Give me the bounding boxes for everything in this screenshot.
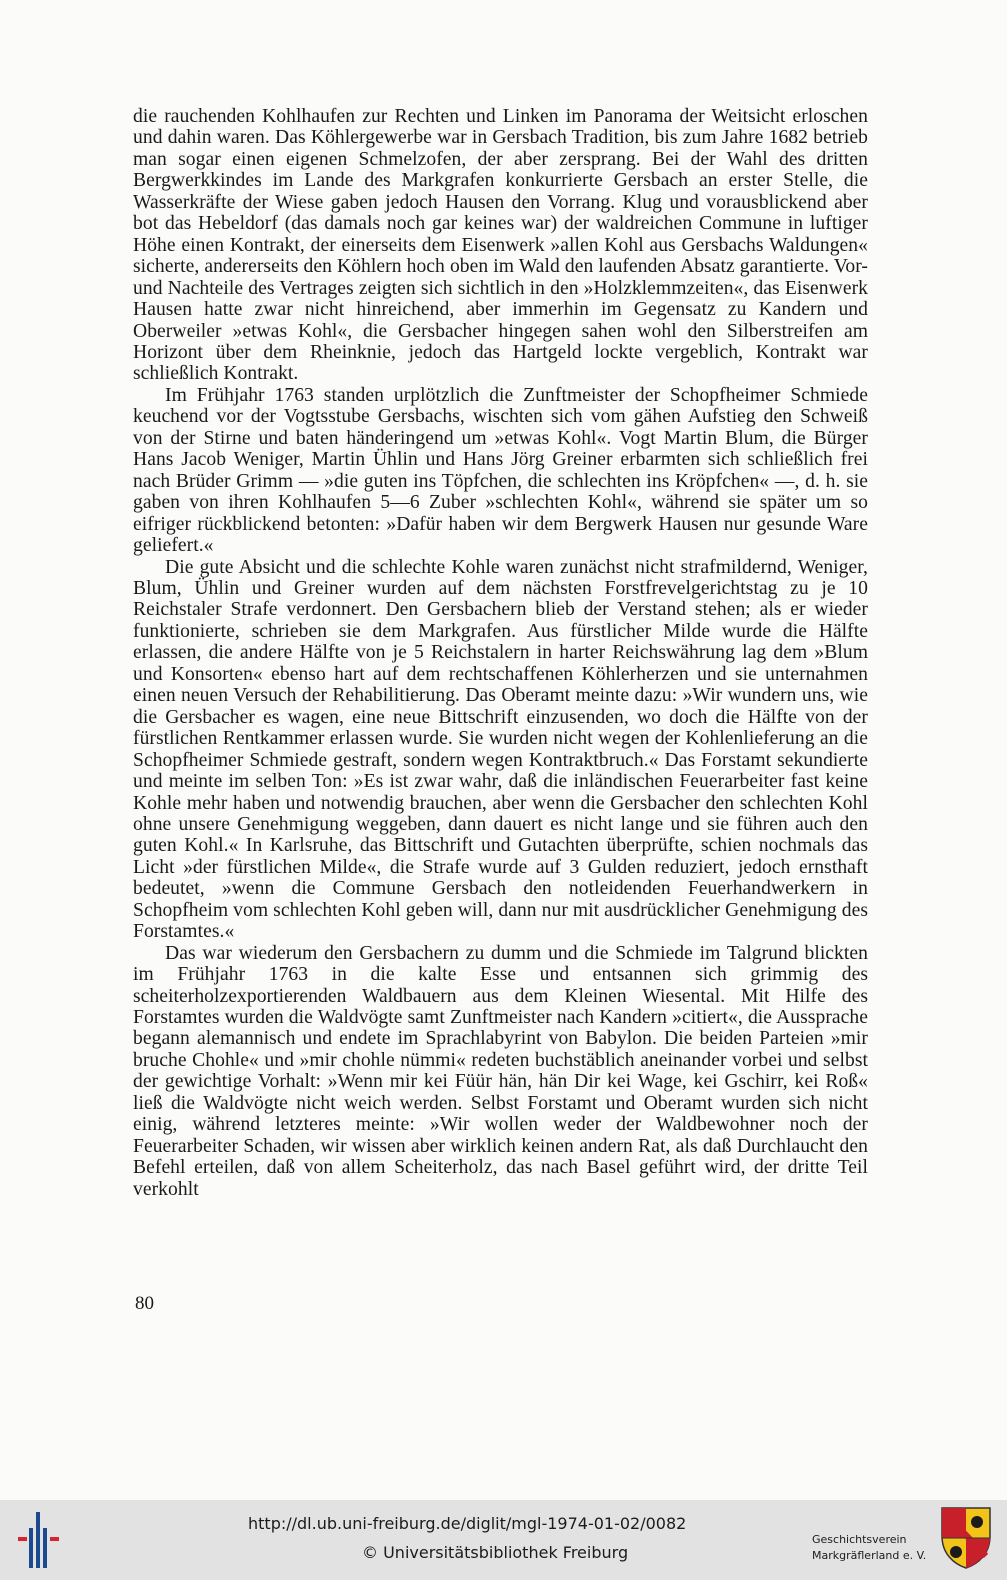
page-number: 80 [135, 1293, 154, 1314]
society-line: Geschichtsverein [812, 1533, 907, 1546]
paragraph: Die gute Absicht und die schlechte Kohle waren zunächst nicht strafmildernd, Weniger, Blum, Ühlin und Greiner wurden auf dem nächsten Forstfrevelgerichtstag zu je 10 Reichstaler Strafe verdonnert. Den Gersbachern blieb der Verstand stehen; als er wieder funktionierte, schrieben sie dem Markgrafen. Aus fürstlicher Milde wurde die Hälfte erlassen, die andere Hälfte von je 5 Reichstalern in harter Reichswährung lag dem »Blum und Konsorten« ebenso hart auf dem rechtschaffenen Köhlerherzen und sie unternahmen einen neuen Versuch der Rehabilitierung. Das Oberamt meinte dazu: »Wir wundern uns, wie die Gersbacher es wagen, eine neue Bittschrift einzusenden, wo doch die Hälfte von der fürstlichen Rentkammer erlassen wurde. Sie wurden nicht wegen der Kohlenlieferung an die Schopfheimer Schmiede gestraft, sondern wegen Kontraktbruch.« Das Forstamt sekundierte und meinte im selben Ton: »Es ist zwar wahr, daß die inländischen Feuerarbeiter fast keine Kohle mehr haben und notwendig brauchen, aber wenn die Gersbacher den schlechten Kohl ohne unsere Genehmigung weggeben, dann dauert es nicht lange und sie führen auch den guten Kohl.« In Karlsruhe, das Bittschrift und Gutachten überprüfte, schien nochmals das Licht »der fürstlichen Milde«, die Strafe wurde auf 3 Gulden reduziert, jedoch ernsthaft bedeutet, »wenn die Commune Gersbach den notleidenden Feuerhandwerkern in Schopfheim vom schlechten Kohl geben will, dann nur mit ausdrücklicher Genehmigung des Forstamtes.« [133, 556, 868, 943]
paragraph: Das war wiederum den Gersbachern zu dumm und die Schmiede im Talgrund blickten im Frühjahr 1763 in die kalte Esse und entsannen sich grimmig des scheiterholzexportierenden Waldbauern aus dem Kleinen Wiesental. Mit Hilfe des Forstamtes wurden die Waldvögte samt Zunftmeister nach Kandern »citiert«, die Aussprache begann alemannisch und endete im Sprachlabyrint von Babylon. Die beiden Parteien »mir bruche Chohle« und »mir chohle nümmi« redeten buchstäblich aneinander vorbei und selbst der gewichtige Vorhalt: »Wenn mir kei Füür hän, hän Dir kei Wage, kei Gschirr, kei Roß« ließ die Waldvögte nicht weich werden. Selbst Forstamt und Oberamt wurden sich nicht einig, während letzteres meinte: »Wir wollen weder der Waldbewohner noch der Feuerarbeiter Schaden, wir wissen aber wirklich keinen andern Rat, als daß Durchlaucht den Befehl erteilen, daß von allem Scheiterholz, das nach Basel geführt wird, der dritte Teil verkohlt [133, 942, 868, 1200]
footer-bar [0, 1500, 1007, 1580]
body-text [133, 106, 868, 1200]
copyright-notice: © Universitätsbibliothek Freiburg [362, 1543, 629, 1562]
paragraph: Im Frühjahr 1763 standen urplötzlich die Zunftmeister der Schopfheimer Schmiede keuchend vor der Vogtsstube Gersbachs, wischten sich vom gähen Aufstieg den Schweiß von der Stirne und baten händeringend um »etwas Kohl«. Vogt Martin Blum, die Bürger Hans Jacob Weniger, Martin Ühlin und Hans Jörg Greiner erbarmten sich schließlich frei nach Brüder Grimm — »die guten ins Töpfchen, die schlechten ins Kröpfchen« —, d. h. sie gaben von ihren Kohlhaufen 5—6 Zuber »schlechten Kohl«, während sie später um so eifriger rückblickend betonten: »Dafür haben wir dem Bergwerk Hausen nur gesunde Ware geliefert.« [133, 384, 868, 557]
society-name [812, 1532, 942, 1564]
coat-of-arms-icon[interactable] [940, 1506, 992, 1570]
document-url-link[interactable]: http://dl.ub.uni-freiburg.de/diglit/mgl-1974-01-02/0082 [248, 1514, 687, 1533]
paragraph: die rauchenden Kohlhaufen zur Rechten und Linken im Panorama der Weitsicht erloschen und dahin waren. Das Köhlergewerbe war in Gersbach Tradition, bis zum Jahre 1682 betrieb man sogar einen eigenen Schmelzofen, der aber zersprang. Bei der Wahl des dritten Bergwerkkindes im Lande des Markgrafen konkurrierte Gersbach an erster Stelle, die Wasserkräfte der Wiese gaben jedoch Hausen den Vorrang. Klug und vorausblickend aber bot das Hebeldorf (das damals noch gar keines war) der waldreichen Commune in luftiger Höhe einen Kontrakt, der einerseits dem Eisenwerk »allen Kohl aus Gersbachs Waldungen« sicherte, andererseits den Köhlern hoch oben im Wald den laufenden Absatz garantierte. Vor- und Nachteile des Vertrages zeigten sich sichtlich in den »Holzklemmzeiten«, das Eisenwerk Hausen hatte zwar nicht hinreichend, aber immerhin im Gegensatz zu Kandern und Oberweiler »etwas Kohl«, die Gersbacher hingegen sahen wohl den Silberstreifen am Horizont über dem Rheinknie, jedoch das Hartgeld lockte vergeblich, Kontrakt war schließlich Kontrakt. [133, 106, 868, 385]
ub-freiburg-logo-icon[interactable] [14, 1508, 64, 1572]
society-line: Markgräflerland e. V. [812, 1549, 927, 1562]
